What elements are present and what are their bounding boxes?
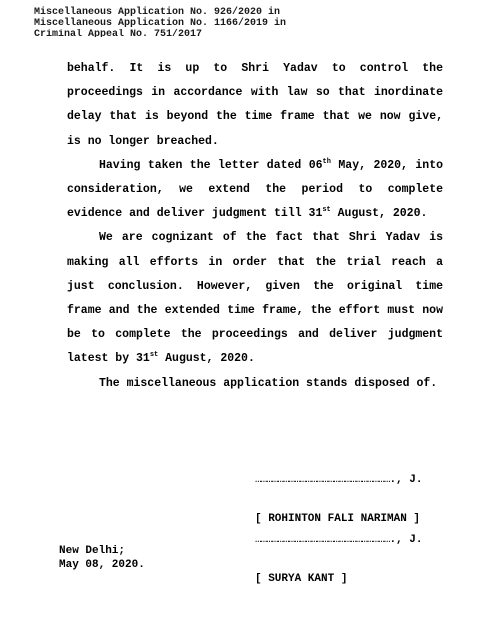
paragraph-3	[67, 226, 443, 371]
paragraph-1: behalf. It is up to Shri Yadav to control the proceedings in accordance with law so that inordinate delay that is beyond the time frame that we now give, is no longer breached.	[67, 62, 443, 148]
paragraph-2-text-c: August, 2020.	[330, 207, 428, 221]
paragraph-3-text-a: We are cognizant of the fact that Shri Yadav is making all efforts in order that the trial reach a just conclusion. However, given the original time frame and the extended time frame, the effort must now be to complete the proceedings and deliver judgment latest by 31	[67, 231, 443, 366]
signature-line-1	[255, 474, 422, 487]
place-and-date	[59, 544, 145, 572]
judgment-body	[67, 57, 443, 396]
case-header-line-3: Criminal Appeal No. 751/2017	[34, 29, 203, 37]
signature-dots: ………………………………………………………………	[255, 474, 390, 486]
ordinal-suffix: st	[322, 206, 331, 215]
ordinal-suffix: th	[322, 157, 331, 166]
signature-line-2	[255, 534, 422, 547]
paragraph-2	[67, 154, 443, 227]
paragraph-4: The miscellaneous application stands disposed of.	[99, 376, 438, 390]
ordinal-suffix: st	[149, 351, 159, 360]
signature-dots: ………………………………………………………………	[255, 534, 390, 546]
signature-block-2	[255, 508, 422, 599]
case-header-line-1: Miscellaneous Application No. 926/2020 in	[34, 7, 281, 18]
signature-suffix: ., J.	[389, 534, 423, 546]
case-header	[34, 7, 286, 37]
judge-name-2: [ SURYA KANT ]	[255, 573, 348, 585]
paragraph-2-text-b: May, 2020, into consideration, we extend the period to complete evidence and deliver judgment till 31	[67, 158, 443, 221]
paragraph-3-text-b: August, 2020.	[158, 352, 255, 366]
case-header-line-2: Miscellaneous Application No. 1166/2019 in	[34, 18, 287, 29]
signature-suffix: ., J.	[389, 474, 423, 486]
date: May 08, 2020.	[59, 559, 145, 571]
paragraph-2-text-a: Having taken the letter dated 06	[99, 158, 323, 172]
judge-name-1: [ ROHINTON FALI NARIMAN ]	[255, 513, 421, 525]
place: New Delhi;	[59, 545, 126, 557]
